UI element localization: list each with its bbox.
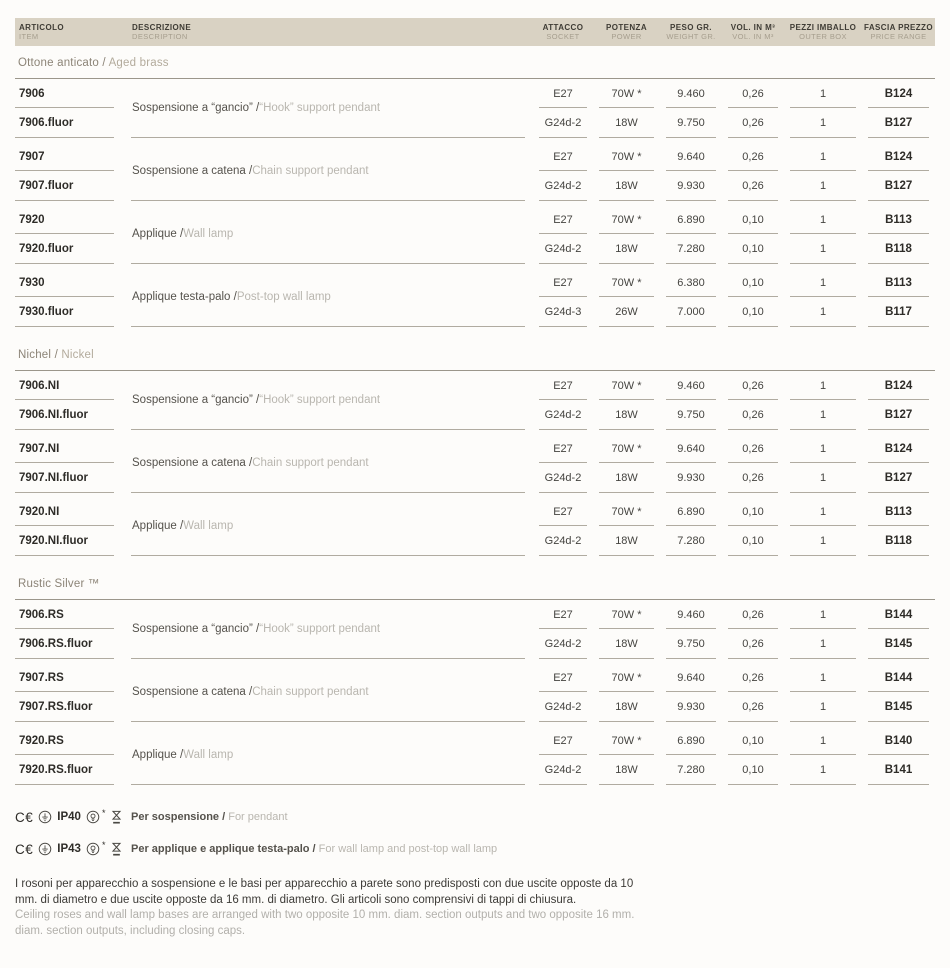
cell-socket: E27 — [533, 268, 593, 297]
catalog-section — [15, 338, 935, 560]
cell-weight: 9.640 — [660, 434, 722, 463]
column-header-band — [15, 18, 935, 46]
article-code-fluor: 7907.NI.fluor — [19, 471, 89, 484]
cell-pieces: 1 — [784, 79, 862, 108]
cell-pieces: 1 — [784, 371, 862, 400]
group-divider — [131, 555, 525, 560]
product-group — [15, 268, 935, 331]
section-title-english: Aged brass — [108, 57, 169, 69]
cell-volume: 0,10 — [722, 205, 784, 234]
description-italian: Sospensione a catena — [132, 165, 246, 177]
article-code-fluor: 7906.fluor — [19, 116, 74, 129]
product-description — [128, 434, 533, 492]
section-title-italian: Nichel — [18, 349, 52, 361]
certification-text — [128, 811, 288, 823]
cell-pieces: 1 — [819, 637, 827, 650]
group-divider — [15, 784, 114, 789]
header-col-attacco — [533, 18, 593, 46]
description-italian: Sospensione a catena — [132, 686, 246, 698]
section-title-separator: / — [99, 57, 109, 69]
product-description — [128, 205, 533, 263]
certification-row — [15, 833, 935, 865]
description-separator: / — [245, 686, 253, 698]
cell-volume: 0,26 — [722, 79, 784, 108]
header-label-en: VOL. IN M³ — [732, 32, 774, 41]
cell-socket: E27 — [533, 142, 593, 171]
cell-socket: G24d-2 — [544, 179, 582, 192]
cell-power: 70W * — [593, 726, 660, 755]
cell-volume: 0,10 — [722, 268, 784, 297]
cell-socket: E27 — [533, 497, 593, 526]
article-code-fluor: 7920.RS.fluor — [19, 763, 93, 776]
header-label-it: POTENZA — [605, 22, 648, 32]
group-divider — [868, 326, 929, 331]
product-group — [15, 600, 935, 663]
cell-volume: 0,26 — [742, 700, 764, 713]
description-english: Chain support pendant — [252, 686, 369, 698]
ce-mark-icon: C€ — [15, 841, 34, 857]
cell-pieces: 1 — [784, 434, 862, 463]
group-divider — [539, 326, 587, 331]
group-divider — [728, 784, 778, 789]
group-divider — [131, 784, 525, 789]
ip-rating-label: IP40 — [57, 811, 81, 823]
cell-power: 18W — [615, 700, 638, 713]
header-col-fascia — [862, 18, 935, 46]
group-divider — [599, 784, 654, 789]
cell-pieces: 1 — [819, 305, 827, 318]
description-italian: Applique — [132, 228, 177, 240]
cell-volume: 0,10 — [742, 305, 764, 318]
header-label-it: ARTICOLO — [19, 22, 64, 32]
description-separator: / — [245, 457, 253, 469]
cell-weight: 9.640 — [660, 142, 722, 171]
enclosed-lamp-icon — [86, 842, 100, 856]
header-label-it: VOL. IN M³ — [730, 22, 776, 32]
article-code-fluor: 7907.fluor — [19, 179, 74, 192]
section-title — [15, 567, 935, 600]
product-description — [128, 371, 533, 429]
cell-volume: 0,10 — [722, 726, 784, 755]
cell-power: 70W * — [593, 497, 660, 526]
group-divider — [790, 784, 856, 789]
cell-price-range: B117 — [885, 305, 912, 318]
header-label-en: WEIGHT GR. — [666, 32, 716, 41]
cell-volume: 0,26 — [722, 434, 784, 463]
catalog-section — [15, 567, 935, 789]
cell-socket: G24d-2 — [544, 408, 582, 421]
cell-pieces: 1 — [819, 763, 827, 776]
cell-volume: 0,26 — [722, 142, 784, 171]
cell-power: 70W * — [593, 268, 660, 297]
footer-note — [15, 877, 657, 939]
description-english: Wall lamp — [183, 520, 234, 532]
article-code-fluor: 7920.NI.fluor — [19, 534, 89, 547]
cell-weight: 9.460 — [660, 79, 722, 108]
cell-weight: 7.000 — [677, 305, 705, 318]
product-group — [15, 79, 935, 142]
description-separator: / — [176, 749, 184, 761]
certification-marks — [15, 809, 128, 826]
article-code: 7920.RS — [15, 726, 128, 755]
cell-power: 18W — [615, 116, 638, 129]
group-divider — [15, 555, 114, 560]
product-description — [128, 268, 533, 326]
certification-row — [15, 801, 935, 833]
cell-socket: E27 — [533, 205, 593, 234]
cell-pieces: 1 — [784, 205, 862, 234]
cell-weight: 9.750 — [677, 408, 705, 421]
cell-pieces: 1 — [819, 242, 827, 255]
cell-power: 70W * — [593, 205, 660, 234]
cell-weight: 9.930 — [677, 179, 705, 192]
description-italian: Applique testa-palo — [132, 291, 231, 303]
cell-power: 26W — [615, 305, 638, 318]
group-divider — [790, 326, 856, 331]
cell-socket: E27 — [533, 600, 593, 629]
description-english: Post-top wall lamp — [236, 291, 331, 303]
cell-volume: 0,26 — [722, 371, 784, 400]
product-group — [15, 371, 935, 434]
article-code-fluor: 7920.fluor — [19, 242, 74, 255]
section-title-separator: / — [51, 349, 62, 361]
cell-pieces: 1 — [819, 179, 827, 192]
cell-price-range: B124 — [862, 434, 935, 463]
article-code: 7930 — [15, 268, 128, 297]
description-separator: / — [252, 102, 260, 114]
cell-pieces: 1 — [819, 471, 827, 484]
cell-socket: G24d-2 — [544, 534, 582, 547]
asterisk-note: * — [101, 808, 106, 818]
cell-price-range: B124 — [862, 79, 935, 108]
cell-price-range: B124 — [862, 142, 935, 171]
header-label-it: FASCIA PREZZO — [864, 22, 933, 32]
cell-price-range: B113 — [862, 497, 935, 526]
description-english: Chain support pendant — [252, 457, 369, 469]
sections-container — [15, 46, 935, 789]
certification-text-separator: / — [219, 811, 229, 823]
cell-power: 18W — [615, 534, 638, 547]
certification-text — [128, 843, 497, 855]
group-divider — [868, 555, 929, 560]
article-code-fluor: 7906.RS.fluor — [19, 637, 93, 650]
cell-volume: 0,26 — [742, 408, 764, 421]
product-group — [15, 205, 935, 268]
cell-price-range: B127 — [884, 471, 913, 484]
cell-weight: 9.460 — [660, 600, 722, 629]
group-divider — [15, 326, 114, 331]
header-label-it: PEZZI IMBALLO — [789, 22, 857, 32]
description-english: “Hook” support pendant — [259, 102, 381, 114]
cell-weight: 6.890 — [660, 205, 722, 234]
cell-power: 70W * — [593, 79, 660, 108]
description-english: “Hook” support pendant — [259, 394, 381, 406]
cell-volume: 0,26 — [722, 600, 784, 629]
section-title — [15, 46, 935, 79]
group-divider — [539, 555, 587, 560]
cell-price-range: B127 — [884, 408, 913, 421]
description-italian: Sospensione a “gancio” — [132, 102, 253, 114]
description-italian: Sospensione a catena — [132, 457, 246, 469]
cell-socket: G24d-2 — [544, 471, 582, 484]
cell-weight: 9.750 — [677, 116, 705, 129]
cell-price-range: B145 — [884, 637, 913, 650]
min-distance-icon — [110, 809, 123, 826]
group-divider — [728, 555, 778, 560]
cell-socket: E27 — [533, 79, 593, 108]
cell-pieces: 1 — [819, 534, 827, 547]
cell-power: 70W * — [593, 663, 660, 692]
cell-power: 18W — [615, 763, 638, 776]
group-divider — [666, 326, 716, 331]
article-code-fluor: 7906.NI.fluor — [19, 408, 89, 421]
header-label-en: POWER — [611, 32, 642, 41]
cell-volume: 0,10 — [742, 534, 764, 547]
product-group — [15, 434, 935, 497]
group-divider — [868, 784, 929, 789]
description-english: Wall lamp — [183, 228, 234, 240]
cell-power: 70W * — [593, 142, 660, 171]
header-col-descrizione — [128, 18, 533, 46]
cell-volume: 0,10 — [742, 242, 764, 255]
article-code: 7920 — [15, 205, 128, 234]
header-col-potenza — [593, 18, 660, 46]
description-separator: / — [245, 165, 253, 177]
certification-text-italian: Per applique e applique testa-palo — [131, 843, 310, 855]
enclosed-lamp-icon — [86, 810, 100, 824]
ip-rating-label: IP43 — [57, 843, 81, 855]
section-title-english: Nickel — [61, 349, 94, 361]
cell-socket: E27 — [533, 726, 593, 755]
product-group — [15, 142, 935, 205]
group-divider — [666, 555, 716, 560]
header-label-en: ITEM — [19, 32, 39, 41]
header-col-pezzi — [784, 18, 862, 46]
cell-weight: 7.280 — [677, 242, 705, 255]
cell-price-range: B140 — [862, 726, 935, 755]
header-label-en: SOCKET — [546, 32, 580, 41]
article-code: 7907 — [15, 142, 128, 171]
header-label-it: PESO GR. — [670, 22, 712, 32]
cell-volume: 0,26 — [742, 116, 764, 129]
group-divider — [539, 784, 587, 789]
cell-volume: 0,26 — [742, 179, 764, 192]
header-col-peso — [660, 18, 722, 46]
footer-text-english: Ceiling roses and wall lamp bases are arranged with two opposite 10 mm. diam. section outputs and two opposite 16 mm. diam. section outputs, including closing caps. — [15, 909, 635, 937]
cell-price-range: B113 — [862, 205, 935, 234]
product-description — [128, 497, 533, 555]
cell-socket: E27 — [533, 434, 593, 463]
cell-pieces: 1 — [819, 116, 827, 129]
group-divider — [728, 326, 778, 331]
cell-price-range: B141 — [884, 763, 913, 776]
cell-price-range: B113 — [862, 268, 935, 297]
cell-pieces: 1 — [784, 726, 862, 755]
header-label-en: OUTER BOX — [799, 32, 847, 41]
cell-weight: 6.890 — [660, 726, 722, 755]
cell-weight: 7.280 — [677, 534, 705, 547]
certification-text-english: For pendant — [228, 811, 288, 823]
cell-pieces: 1 — [784, 663, 862, 692]
product-group — [15, 497, 935, 560]
description-english: “Hook” support pendant — [259, 623, 381, 635]
cell-power: 18W — [615, 637, 638, 650]
cell-volume: 0,10 — [742, 763, 764, 776]
catalog-page — [0, 18, 950, 939]
catalog-section — [15, 46, 935, 331]
description-separator: / — [176, 228, 184, 240]
cell-socket: G24d-2 — [544, 116, 582, 129]
cell-weight: 7.280 — [677, 763, 705, 776]
cell-weight: 9.750 — [677, 637, 705, 650]
cell-socket: E27 — [533, 371, 593, 400]
earth-ground-icon — [38, 810, 52, 824]
article-code: 7907.NI — [15, 434, 128, 463]
product-description — [128, 142, 533, 200]
header-label-it: DESCRIZIONE — [132, 22, 192, 32]
cell-socket: G24d-2 — [544, 637, 582, 650]
cell-weight: 9.930 — [677, 700, 705, 713]
min-distance-icon — [110, 841, 123, 858]
article-code: 7906.RS — [15, 600, 128, 629]
cell-pieces: 1 — [819, 700, 827, 713]
cell-price-range: B118 — [885, 242, 912, 255]
group-divider — [131, 326, 525, 331]
cell-socket: G24d-2 — [544, 700, 582, 713]
header-label-en: DESCRIPTION — [132, 32, 188, 41]
header-col-articolo — [15, 18, 128, 46]
group-divider — [599, 555, 654, 560]
header-label-en: PRICE RANGE — [870, 32, 927, 41]
certification-text-separator: / — [309, 843, 319, 855]
certifications-block — [15, 801, 935, 865]
cell-power: 18W — [615, 179, 638, 192]
header-label-it: ATTACCO — [542, 22, 584, 32]
cell-power: 70W * — [593, 371, 660, 400]
cell-price-range: B124 — [862, 371, 935, 400]
cell-pieces: 1 — [784, 142, 862, 171]
certification-text-italian: Per sospensione — [131, 811, 220, 823]
article-code: 7907.RS — [15, 663, 128, 692]
cell-weight: 9.930 — [677, 471, 705, 484]
product-description — [128, 600, 533, 658]
header-col-volume — [722, 18, 784, 46]
description-english: Chain support pendant — [252, 165, 369, 177]
cell-socket: E27 — [533, 663, 593, 692]
earth-ground-icon — [38, 842, 52, 856]
cell-volume: 0,26 — [742, 471, 764, 484]
description-italian: Applique — [132, 749, 177, 761]
product-description — [128, 663, 533, 721]
description-italian: Sospensione a “gancio” — [132, 623, 253, 635]
description-separator: / — [176, 520, 184, 532]
section-title — [15, 338, 935, 371]
cell-pieces: 1 — [784, 600, 862, 629]
cell-power: 70W * — [593, 434, 660, 463]
footer-text-italian: I rosoni per apparecchio a sospensione e le basi per apparecchio a parete sono predisposti con due uscite opposte da 10 mm. di diametro e due uscite opposte da 16 mm. di diametro. Gli articoli sono comprensivi di tappi di chiusura. — [15, 878, 634, 906]
cell-price-range: B144 — [862, 663, 935, 692]
product-description — [128, 79, 533, 137]
article-code: 7920.NI — [15, 497, 128, 526]
article-code: 7906 — [15, 79, 128, 108]
group-divider — [790, 555, 856, 560]
cell-weight: 6.890 — [660, 497, 722, 526]
description-english: Wall lamp — [183, 749, 234, 761]
certification-text-english: For wall lamp and post-top wall lamp — [318, 843, 498, 855]
cell-price-range: B127 — [884, 116, 913, 129]
cell-power: 18W — [615, 408, 638, 421]
description-italian: Applique — [132, 520, 177, 532]
group-divider — [599, 326, 654, 331]
cell-weight: 6.380 — [660, 268, 722, 297]
cell-price-range: B127 — [884, 179, 913, 192]
cell-price-range: B118 — [885, 534, 912, 547]
article-code-fluor: 7907.RS.fluor — [19, 700, 93, 713]
description-italian: Sospensione a “gancio” — [132, 394, 253, 406]
product-group — [15, 726, 935, 789]
cell-weight: 9.640 — [660, 663, 722, 692]
cell-power: 18W — [615, 471, 638, 484]
cell-volume: 0,26 — [722, 663, 784, 692]
group-divider — [666, 784, 716, 789]
section-title-italian: Ottone anticato — [18, 57, 99, 69]
cell-pieces: 1 — [784, 497, 862, 526]
cell-socket: G24d-2 — [544, 242, 582, 255]
cell-weight: 9.460 — [660, 371, 722, 400]
product-description — [128, 726, 533, 784]
article-code: 7906.NI — [15, 371, 128, 400]
description-separator: / — [252, 394, 260, 406]
ce-mark-icon: C€ — [15, 809, 34, 825]
asterisk-note: * — [101, 840, 106, 850]
cell-price-range: B145 — [884, 700, 913, 713]
cell-power: 70W * — [593, 600, 660, 629]
cell-price-range: B144 — [862, 600, 935, 629]
description-separator: / — [252, 623, 260, 635]
product-group — [15, 663, 935, 726]
cell-power: 18W — [615, 242, 638, 255]
cell-socket: G24d-2 — [544, 763, 582, 776]
certification-marks — [15, 841, 128, 858]
section-title-italian: Rustic Silver ™ — [18, 578, 100, 590]
article-code-fluor: 7930.fluor — [19, 305, 74, 318]
cell-volume: 0,10 — [722, 497, 784, 526]
cell-pieces: 1 — [784, 268, 862, 297]
description-separator: / — [230, 291, 237, 303]
cell-socket: G24d-3 — [544, 305, 582, 318]
cell-pieces: 1 — [819, 408, 827, 421]
cell-volume: 0,26 — [742, 637, 764, 650]
